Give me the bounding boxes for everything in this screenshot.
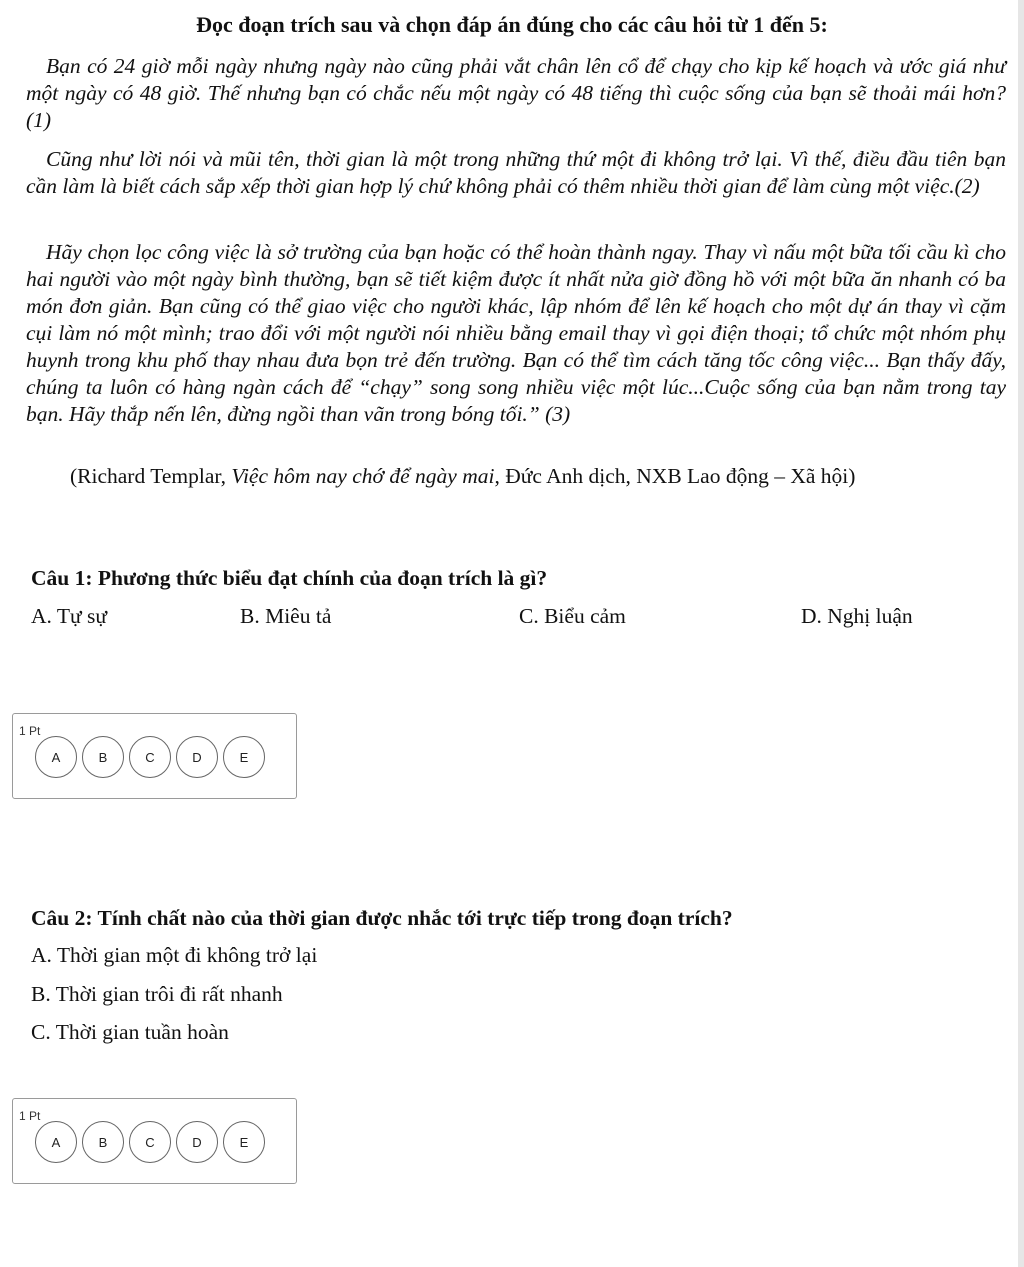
answer-2-bubble-b[interactable]: B [82,1121,124,1163]
question-2-option-a: A. Thời gian một đi không trở lại [31,943,318,967]
answer-1-bubble-c[interactable]: C [129,736,171,778]
answer-2-bubble-d[interactable]: D [176,1121,218,1163]
question-2-text: Câu 2: Tính chất nào của thời gian được nhắc tới trực tiếp trong đoạn trích? [31,906,733,930]
passage-paragraph-3: Hãy chọn lọc công việc là sở trường của bạn hoặc có thể hoàn thành ngay. Thay vì nấu một bữa tối cầu kì cho hai người vào một ngày bình thường, bạn sẽ tiết kiệm được ít nhất nửa giờ đồng hồ với một bữa ăn nhanh có ba món đơn giản. Bạn cũng có thể giao việc cho người khác, lập nhóm để lên kế hoạch cho một dự án thay vì cặm cụi làm nó một mình; trao đổi với một người nói nhiều bằng email thay vì gọi điện thoại; tổ chức một nhóm phụ huynh trong khu phố thay nhau đưa bọn trẻ đến trường. Bạn có thể tìm cách tăng tốc công việc... Bạn thấy đấy, chúng ta luôn có hàng ngàn cách để “chạy” song song nhiều việc một lúc...Cuộc sống của bạn nằm trong tay bạn. Hãy thắp nến lên, đừng ngồi than vãn trong bóng tối.” (3) [26,240,1006,426]
instruction-title: Đọc đoạn trích sau và chọn đáp án đúng cho các câu hỏi từ 1 đến 5: [196,12,828,37]
page-right-edge [1018,0,1024,1267]
answer-2-bubble-a[interactable]: A [35,1121,77,1163]
answer-1-bubble-d[interactable]: D [176,736,218,778]
question-2-option-c: C. Thời gian tuần hoàn [31,1020,229,1044]
answer-1-bubble-e[interactable]: E [223,736,265,778]
question-1-option-a: A. Tự sự [31,604,108,628]
question-1-text: Câu 1: Phương thức biểu đạt chính của đoạn trích là gì? [31,566,548,590]
answer-box-2 [12,1098,297,1184]
source-book-title: Việc hôm nay chớ để ngày mai [231,464,495,488]
passage-paragraph-2: Cũng như lời nói và mũi tên, thời gian là một trong những thứ một đi không trở lại. Vì thế, điều đầu tiên bạn cần làm là biết cách sắp xếp thời gian hợp lý chứ không phải có thêm nhiều thời gian để làm cùng một việc.(2) [26,147,1006,198]
answer-box-1 [12,713,297,799]
question-2-option-b: B. Thời gian trôi đi rất nhanh [31,982,283,1006]
answer-2-bubble-e[interactable]: E [223,1121,265,1163]
answer-1-bubble-b[interactable]: B [82,736,124,778]
question-1-option-b: B. Miêu tả [240,604,332,628]
source-publisher: , Đức Anh dịch, NXB Lao động – Xã hội) [494,464,856,488]
source-author: (Richard Templar, [70,464,232,488]
question-1-option-c: C. Biểu cảm [519,604,626,628]
passage-paragraph-1: Bạn có 24 giờ mỗi ngày nhưng ngày nào cũng phải vắt chân lên cổ để chạy cho kịp kế hoạch và ước giá như một ngày có 48 giờ. Thế nhưng bạn có chắc nếu một ngày có 48 tiếng thì cuộc sống của bạn sẽ thoải mái hơn? (1) [26,54,1006,132]
passage-source [70,464,855,489]
answer-box-2-points: 1 Pt [19,1109,41,1123]
answer-1-bubble-a[interactable]: A [35,736,77,778]
answer-2-bubble-c[interactable]: C [129,1121,171,1163]
answer-box-1-points: 1 Pt [19,724,41,738]
question-1-option-d: D. Nghị luận [801,604,913,628]
